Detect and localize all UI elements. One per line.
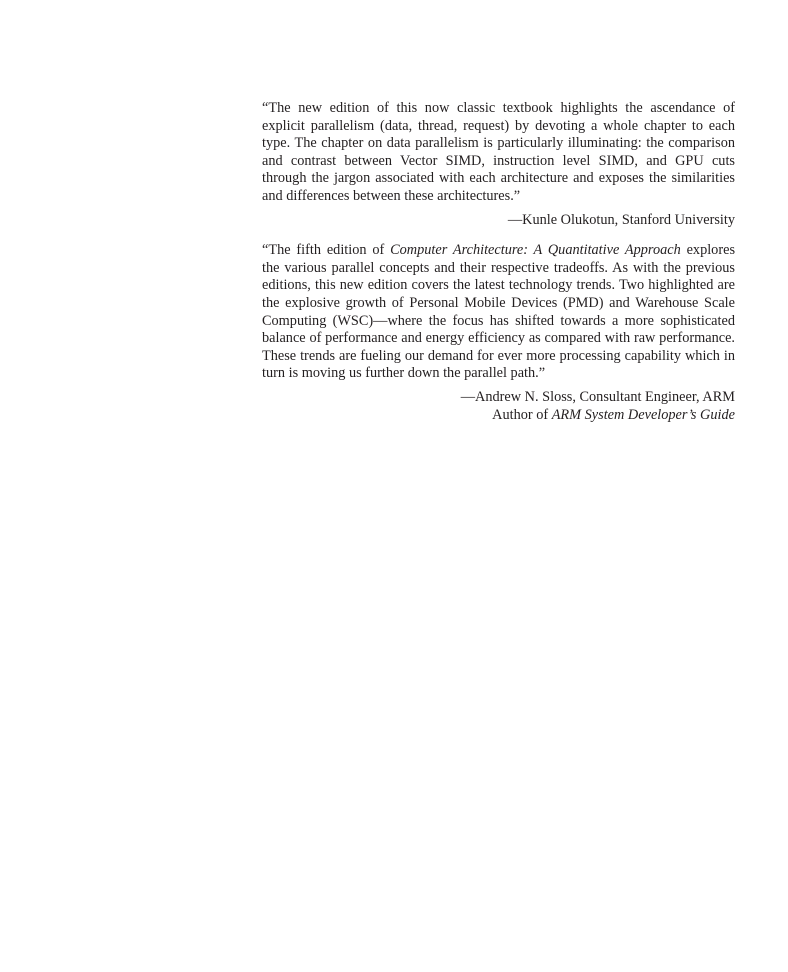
section-spacer [262, 229, 735, 242]
testimonial-quote: “The new edition of this now classic textbook highlights the ascendance of explicit parallelism (data, thread, request) by devoting a whole chapter to each type. The chapter on data parallelism is particularly illuminating: the comparison and contrast between Vector SIMD, instruction level SIMD, and GPU cuts through the jargon associated with each architecture and exposes the similarities and differences between these architectures.” [262, 100, 735, 204]
credit-book-title: ARM System Developer’s Guide [551, 406, 735, 423]
testimonial-attribution [262, 212, 735, 230]
quote-prefix: “The fifth edition of [262, 242, 391, 259]
attribution-name: —Andrew N. Sloss, Consultant Engineer, ARM [460, 388, 735, 405]
book-title: Computer Architecture: A Quantitative Approach [390, 242, 681, 259]
testimonial [262, 100, 735, 229]
testimonial-attribution [262, 389, 735, 424]
attribution-name: —Kunle Olukotun, Stanford University [507, 211, 735, 228]
attribution-credit [262, 407, 735, 425]
testimonial-quote [262, 242, 735, 383]
quote-body: explores the various parallel concepts and their respective tradeoffs. As with the previous editions, this new edition covers the latest technology trends. Two highlighted are the explosive growth of Personal Mobile Devices (PMD) and Warehouse Scale Computing (WSC)—where the focus has shifted towards a more sophisticated balance of performance and energy efficiency as compared with raw performance. These trends are fueling our demand for ever more processing capability which in turn is moving us further down the parallel path.” [262, 242, 736, 382]
testimonials-column [262, 100, 735, 424]
testimonial [262, 242, 735, 424]
credit-prefix: Author of [492, 406, 552, 423]
